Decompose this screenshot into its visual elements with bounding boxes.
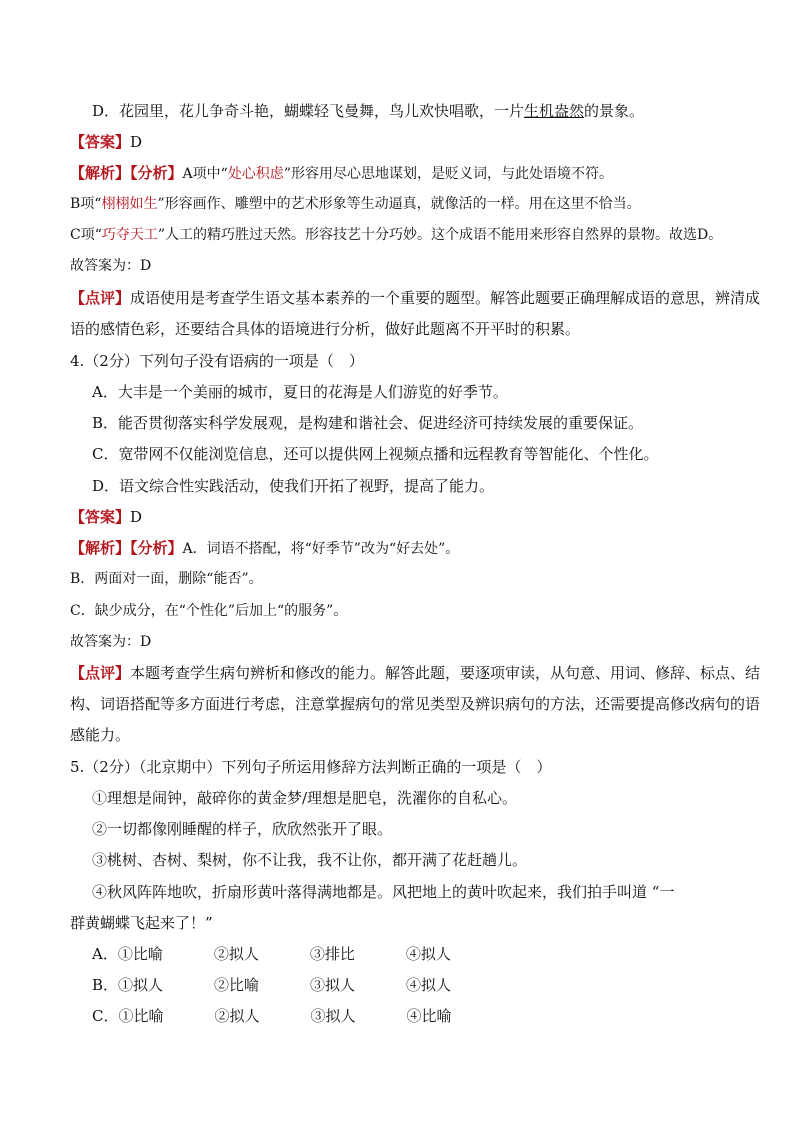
q5-option-b-letter: B．	[92, 976, 119, 994]
q3-comment-text-1: 成语使用是考查学生语文基本素养的一个重要的题型。解答此题要正确理解成语的意思，辨清成	[130, 289, 761, 307]
fenxi-label: 【分析】	[130, 539, 183, 557]
q3-option-d-underlined: 生机盎然	[524, 102, 585, 120]
q5-option-c-item: ①比喻	[118, 1007, 164, 1025]
q5-option-c-item: ②拟人	[214, 1007, 260, 1025]
q3-option-d-text: D．花园里，花儿争奇斗艳，蝴蝶轻飞曼舞，鸟儿欢快唱歌，一片	[92, 102, 525, 120]
q3-option-d	[92, 101, 752, 121]
q4-option-d: D．语文综合性实践活动，使我们开拓了视野，提高了能力。	[92, 477, 495, 495]
q5-stem: 5.（2分）（北京期中）下列句子所运用修辞方法判断正确的一项是（ ）	[70, 758, 552, 776]
answer-label: 【答案】	[70, 508, 131, 526]
q5-sentence-2: ②一切都像刚睡醒的样子，欣欣然张开了眼。	[92, 820, 393, 838]
q5-sentence-1: ①理想是闹钟，敲碎你的黄金梦/理想是肥皂，洗濯你的自私心。	[92, 789, 518, 807]
q4-analysis-a	[70, 538, 730, 559]
q5-sentence-3: ③桃树、杏树、梨树，你不让我，我不让你，都开满了花赶趟儿。	[92, 851, 528, 869]
q5-option-c	[92, 1006, 752, 1026]
q3-final-answer: 故答案为：D	[70, 258, 152, 274]
q3-option-d-end: 的景象。	[584, 102, 645, 120]
q3-answer-value: D	[130, 133, 143, 151]
q5-option-b-item: ④拟人	[406, 976, 452, 994]
q4-analysis-c: C．缺少成分，在“个性化”后加上“的服务”。	[70, 603, 348, 619]
q4-analysis-a-text: A．词语不搭配，将“好季节”改为“好去处”。	[182, 541, 460, 557]
q4-answer	[70, 507, 730, 527]
fenxi-label: 【分析】	[130, 164, 183, 182]
q4-option-c: C．宽带网不仅能浏览信息，还可以提供网上视频点播和远程教育等智能化、个性化。	[92, 445, 659, 463]
q5-option-b-item: ②比喻	[214, 976, 260, 994]
q3-idiom-a: 处心积虑	[227, 166, 284, 182]
q5-option-a-item: ①比喻	[117, 945, 163, 963]
answer-label: 【答案】	[70, 133, 131, 151]
q5-sentence-4-line-1: ④秋风阵阵地吹，折扇形黄叶落得满地都是。风把地上的黄叶吹起来，我们拍手叫道 “一	[92, 883, 675, 901]
q3-analysis-a-pre: A项中“	[182, 166, 228, 182]
q3-analysis-c	[70, 225, 730, 245]
q5-sentence-4-line-2: 群黄蝴蝶飞起来了！”	[70, 914, 213, 932]
comment-label: 【点评】	[70, 664, 131, 682]
q5-option-c-item: ③拟人	[310, 1007, 356, 1025]
q3-analysis-c-pre: C项“	[70, 227, 102, 243]
q4-final-answer: 故答案为：D	[70, 634, 152, 650]
q5-option-a-item: ④拟人	[405, 945, 451, 963]
q3-analysis-b	[70, 194, 730, 214]
q3-comment-1	[70, 288, 761, 308]
q3-answer	[70, 132, 730, 152]
analysis-label: 【解析】	[70, 539, 131, 557]
q4-analysis-b: B．两面对一面，删除“能否”。	[70, 571, 263, 587]
q5-option-c-letter: C．	[92, 1007, 119, 1025]
q3-analysis-a	[70, 163, 730, 184]
q3-analysis-b-post: ”形容画作、雕塑中的艺术形象等生动逼真，就像活的一样。用在这里不恰当。	[157, 196, 641, 212]
q4-comment-1	[70, 663, 761, 683]
q5-option-b	[92, 975, 752, 995]
q5-option-c-item: ④比喻	[406, 1007, 452, 1025]
q5-option-a-letter: A．	[92, 945, 118, 963]
q4-comment-3: 感能力。	[70, 726, 131, 744]
q4-option-a: A．大丰是一个美丽的城市，夏日的花海是人们游览的好季节。	[92, 383, 508, 401]
q5-option-a-item: ②拟人	[213, 945, 259, 963]
q3-comment-2: 语的感情色彩，还要结合具体的语境进行分析，做好此题离不开平时的积累。	[70, 320, 581, 338]
q3-idiom-c: 巧夺天工	[101, 227, 158, 243]
q5-option-a-item: ③排比	[309, 945, 355, 963]
q4-stem: 4.（2分）下列句子没有语病的一项是（ ）	[70, 352, 364, 370]
q4-comment-2: 构、词语搭配等多方面进行考虑，注意掌握病句的常见类型及辨识病句的方法，还需要提高修改病句的语	[70, 695, 761, 713]
comment-label: 【点评】	[70, 289, 131, 307]
q3-idiom-b: 栩栩如生	[101, 196, 158, 212]
q4-option-b: B．能否贯彻落实科学发展观，是构建和谐社会、促进经济可持续发展的重要保证。	[92, 414, 644, 432]
q3-analysis-a-post: ”形容用尽心思地谋划，是贬义词，与此处语境不符。	[283, 166, 613, 182]
q4-comment-text-1: 本题考查学生病句辨析和修改的能力。解答此题，要逐项审读，从句意、用词、修辞、标点、结	[130, 664, 761, 682]
q4-answer-value: D	[130, 508, 143, 526]
q5-option-b-item: ③拟人	[310, 976, 356, 994]
q3-analysis-b-pre: B项“	[70, 196, 102, 212]
q5-option-a	[92, 944, 752, 964]
q5-option-b-item: ①拟人	[118, 976, 164, 994]
q3-analysis-c-post: ”人工的精巧胜过天然。形容技艺十分巧妙。这个成语不能用来形容自然界的景物。故选D。	[157, 227, 723, 243]
analysis-label: 【解析】	[70, 164, 131, 182]
